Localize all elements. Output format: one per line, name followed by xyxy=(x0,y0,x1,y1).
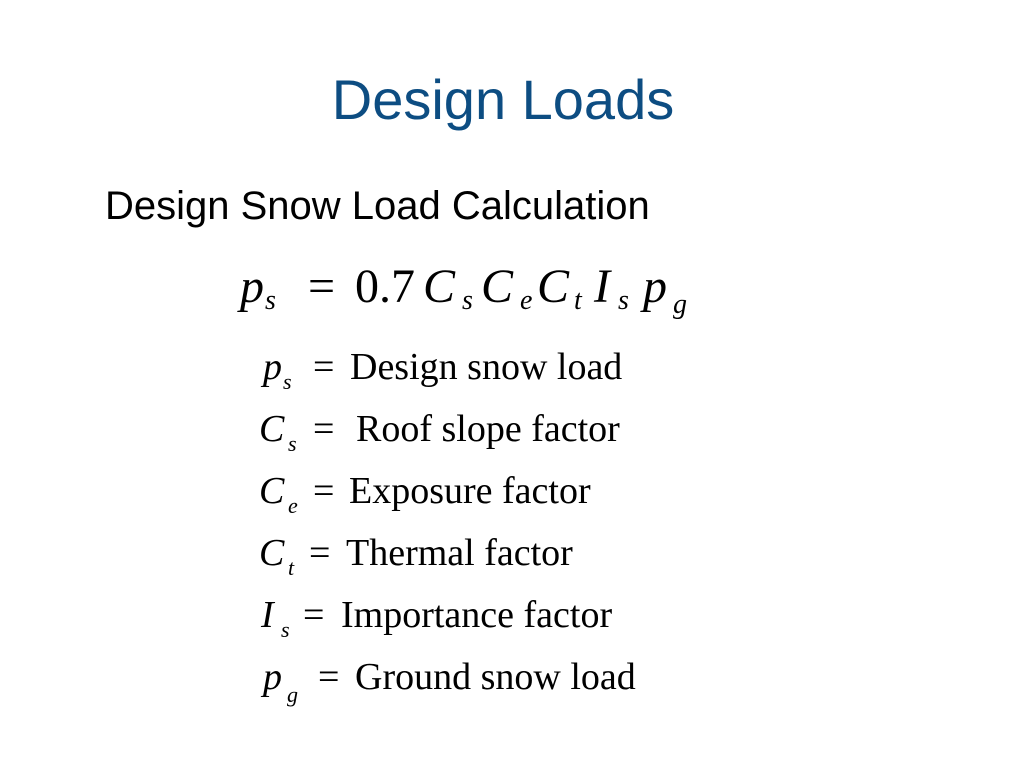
definition-variable: C xyxy=(259,408,285,450)
definition-equals-sign: = xyxy=(303,594,325,636)
definition-equals-sign: = xyxy=(313,408,335,450)
definition-text: Exposure factor xyxy=(349,470,591,512)
equation-term-ct-subscript: t xyxy=(574,285,582,316)
definition-subscript: s xyxy=(283,369,292,394)
definition-row xyxy=(255,533,775,581)
definition-equals-sign: = xyxy=(313,346,335,388)
equation-term-ct-variable: C xyxy=(537,260,570,313)
equation-term-ce-subscript: e xyxy=(520,285,533,316)
definition-row xyxy=(255,471,775,519)
definition-subscript: g xyxy=(287,682,298,707)
definition-subscript: s xyxy=(288,431,297,456)
definition-text: Design snow load xyxy=(350,346,623,388)
equation-coefficient: 0.7 xyxy=(355,260,415,313)
definition-row xyxy=(255,595,775,643)
equation-term-pg-subscript: g xyxy=(673,289,687,320)
definition-equals-sign: = xyxy=(318,656,340,698)
equation-term-is-variable: I xyxy=(594,260,610,313)
slide-subtitle: Design Snow Load Calculation xyxy=(105,184,650,228)
snow-load-equation xyxy=(240,257,760,327)
definition-equals-sign: = xyxy=(313,470,335,512)
equation-term-cs-variable: C xyxy=(423,260,456,313)
definition-variable: C xyxy=(259,470,285,512)
equation-lhs-subscript: s xyxy=(265,285,276,316)
slide-title: Design Loads xyxy=(331,68,675,131)
definition-row xyxy=(255,409,775,457)
definition-text: Ground snow load xyxy=(355,656,636,698)
definition-text: Thermal factor xyxy=(346,532,573,574)
equation-term-is-subscript: s xyxy=(618,285,629,316)
equation-term-cs-subscript: s xyxy=(462,285,473,316)
definition-subscript: s xyxy=(281,617,290,642)
equation-term-ce-variable: C xyxy=(481,260,514,313)
equation-equals-sign: = xyxy=(308,260,336,313)
definition-row xyxy=(255,657,775,705)
definition-text: Importance factor xyxy=(341,594,613,636)
definition-subscript: t xyxy=(288,555,295,580)
definition-subscript: e xyxy=(288,493,298,518)
definition-variable: p xyxy=(263,346,282,388)
definition-text: Roof slope factor xyxy=(356,408,620,450)
definition-variable: p xyxy=(263,656,282,698)
definition-variable: I xyxy=(261,594,274,636)
equation-term-pg-variable: p xyxy=(643,260,667,313)
definition-variable: C xyxy=(259,532,285,574)
definition-row xyxy=(255,347,775,395)
equation-lhs-variable: p xyxy=(240,260,264,313)
definition-equals-sign: = xyxy=(309,532,331,574)
